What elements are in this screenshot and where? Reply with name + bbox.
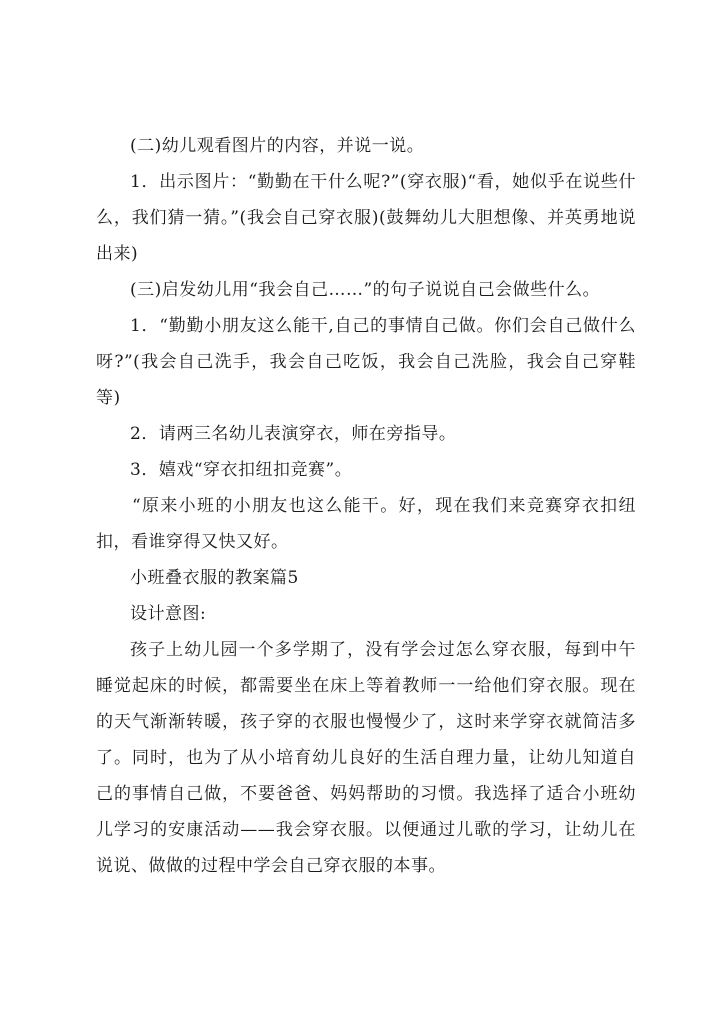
step-show-pictures: 1．出示图片：“勤勤在干什么呢?”(穿衣服)“看，她似乎在说些什么，我们猜一猜。”(我会自己穿衣服)(鼓舞幼儿大胆想像、并英勇地说出来) xyxy=(96,172,636,264)
section-heading-inspire-children: (三)启发幼儿用“我会自己……”的句子说说自己会做些什么。 xyxy=(130,280,601,300)
document-body xyxy=(96,128,636,884)
design-intent-body: 孩子上幼儿园一个多学期了，没有学会过怎么穿衣服，每到中午睡觉起床的时候，都需要坐在床上等着教师一一给他们穿衣服。现在的天气渐渐转暖，孩子穿的衣服也慢慢少了，这时来学穿衣就简洁多了。同时，也为了从小培育幼儿良好的生活自理力量，让幼儿知道自己的事情自己做，不要爸爸、妈妈帮助的习惯。我选择了适合小班幼儿学习的安康活动——我会穿衣服。以便通过儿歌的学习，让幼儿在说说、做做的过程中学会自己穿衣服的本事。 xyxy=(96,640,636,876)
design-intent-heading: 设计意图: xyxy=(130,604,207,624)
step-perform-dressing: 2．请两三名幼儿表演穿衣，师在旁指导。 xyxy=(130,424,457,444)
lesson-title: 小班叠衣服的教案篇5 xyxy=(130,568,299,588)
step-button-game: 3．嬉戏“穿衣扣纽扣竞赛”。 xyxy=(130,460,353,480)
section-heading-observe-pictures: (二)幼儿观看图片的内容，并说一说。 xyxy=(130,136,425,156)
teacher-quote: “原来小班的小朋友也这么能干。好，现在我们来竞赛穿衣扣纽扣，看谁穿得又快又好。 xyxy=(96,496,636,552)
step-praise-qinqin: 1．“勤勤小朋友这么能干,自己的事情自己做。你们会自己做什么呀?”(我会自己洗手，我会自己吃饭，我会自己洗脸，我会自己穿鞋等) xyxy=(96,316,636,408)
